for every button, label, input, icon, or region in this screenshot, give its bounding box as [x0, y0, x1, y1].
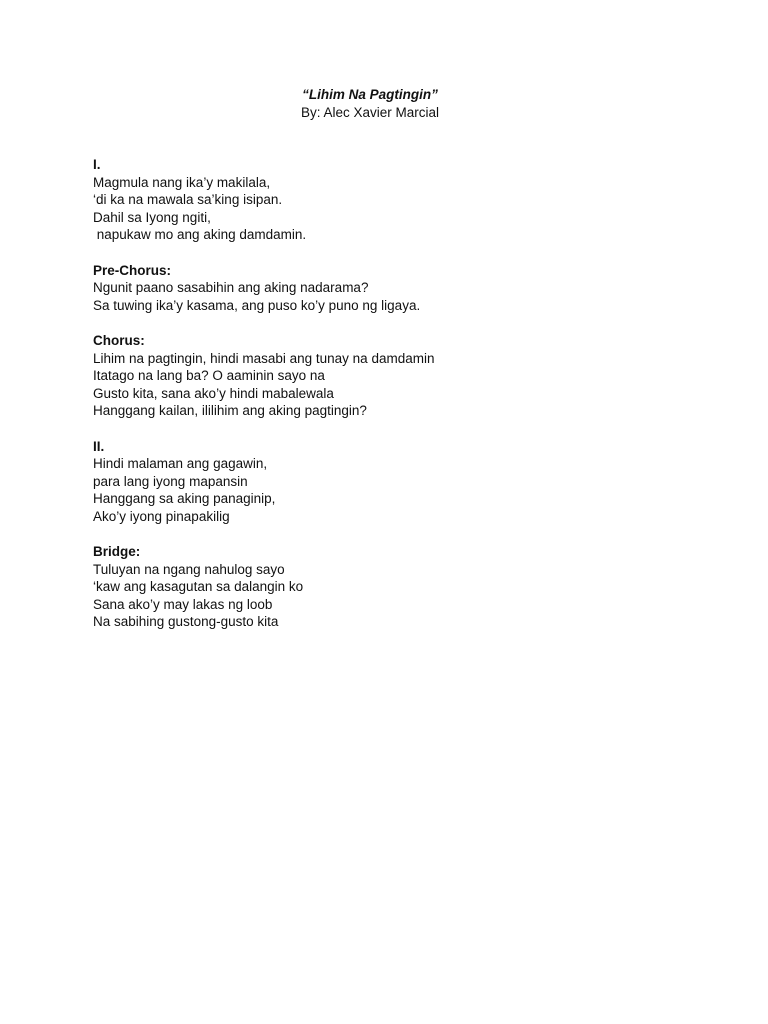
lyrics-body [93, 156, 713, 649]
verse-2-heading: II. [93, 438, 105, 454]
lyric-line: Sana ako’y may lakas ng loob [93, 596, 273, 612]
lyric-line: Dahil sa Iyong ngiti, [93, 209, 211, 225]
chorus-section [93, 332, 713, 420]
lyric-line: Hanggang kailan, ililihim ang aking pagtingin? [93, 403, 367, 419]
lyric-line: Itatago na lang ba? O aaminin sayo na [93, 368, 325, 384]
lyric-line: ‘di ka na mawala sa’king isipan. [93, 192, 283, 208]
chorus-heading: Chorus: [93, 332, 145, 348]
lyric-line: napukaw mo ang aking damdamin. [93, 227, 307, 243]
lyric-line: Hindi malaman ang gagawin, [93, 456, 268, 472]
song-title: “Lihim Na Pagtingin” [302, 87, 438, 102]
bridge-heading: Bridge: [93, 544, 141, 560]
pre-chorus-section [93, 262, 713, 315]
verse-1-section [93, 156, 713, 244]
lyric-line: Magmula nang ika’y makilala, [93, 174, 271, 190]
lyric-line: Ngunit paano sasabihin ang aking nadarama? [93, 280, 369, 296]
verse-2-section [93, 438, 713, 526]
lyric-line: Hanggang sa aking panaginip, [93, 491, 276, 507]
lyric-line: Gusto kita, sana ako’y hindi mabalewala [93, 385, 334, 401]
lyric-line: Sa tuwing ika’y kasama, ang puso ko’y puno ng ligaya. [93, 297, 421, 313]
lyric-line: Ako’y iyong pinapakilig [93, 508, 230, 524]
bridge-section [93, 543, 713, 631]
lyric-line: Na sabihing gustong-gusto kita [93, 614, 279, 630]
lyric-line: Tuluyan na ngang nahulog sayo [93, 561, 285, 577]
lyric-line: ‘kaw ang kasagutan sa dalangin ko [93, 579, 304, 595]
lyric-line: para lang iyong mapansin [93, 473, 248, 489]
song-author: By: Alec Xavier Marcial [300, 105, 440, 120]
lyric-line: Lihim na pagtingin, hindi masabi ang tunay na damdamin [93, 350, 435, 366]
pre-chorus-heading: Pre-Chorus: [93, 262, 172, 278]
verse-1-heading: I. [93, 157, 101, 172]
